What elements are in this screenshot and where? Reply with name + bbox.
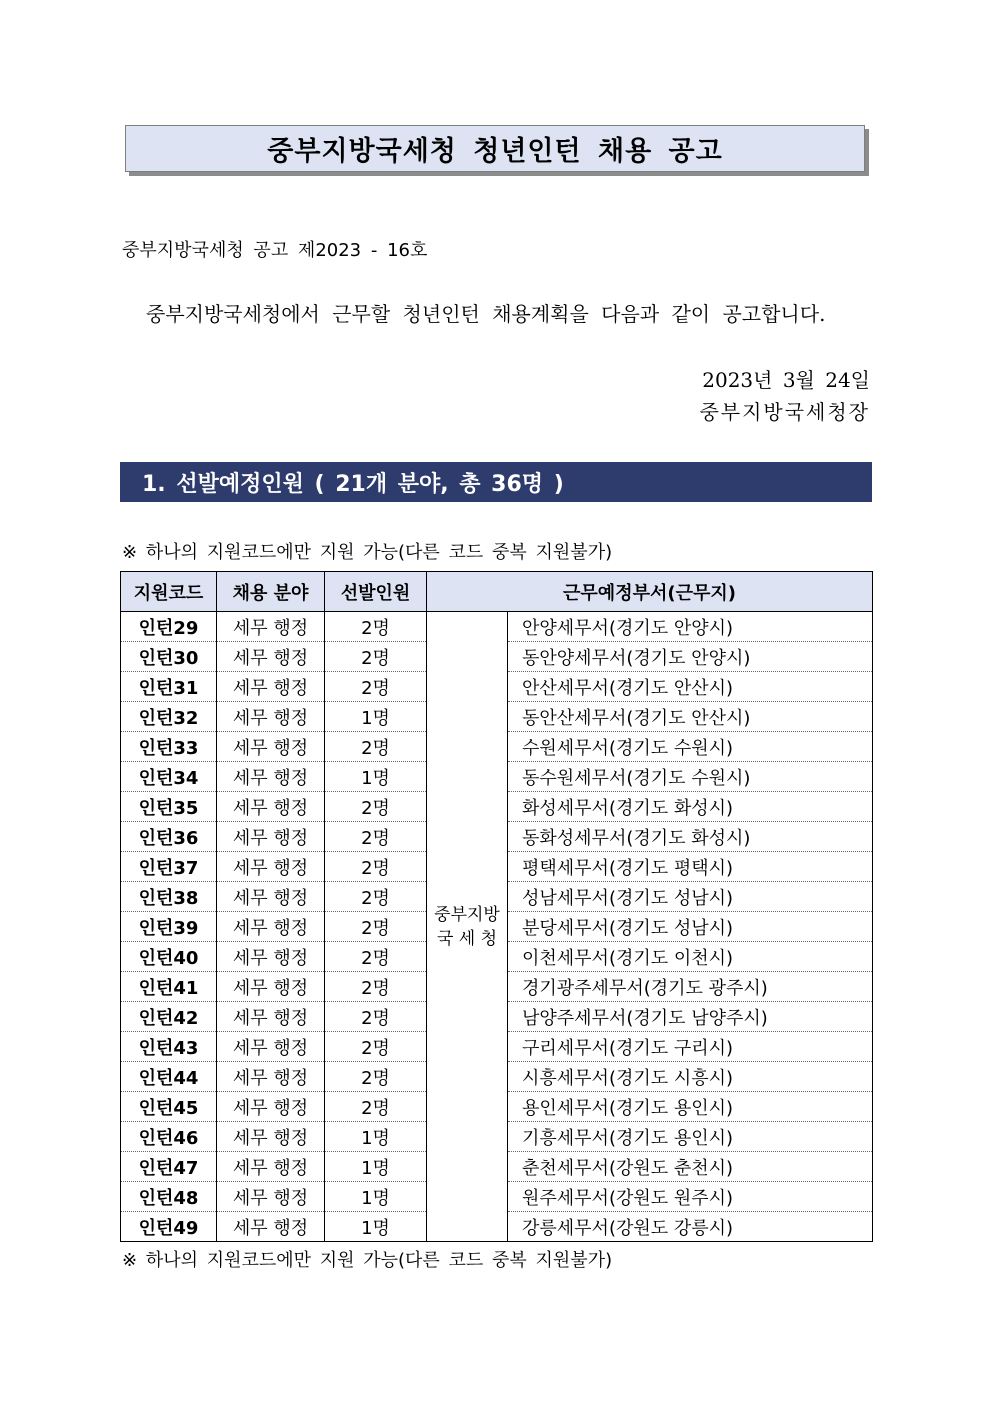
cell-code: 인턴44	[121, 1062, 217, 1092]
cell-office: 안양세무서(경기도 안양시)	[508, 612, 873, 642]
intro-text: 중부지방국세청에서 근무할 청년인턴 채용계획을 다음과 같이 공고합니다.	[146, 302, 826, 326]
cell-field: 세무 행정	[217, 642, 325, 672]
section-heading: 1. 선발예정인원 ( 21개 분야, 총 36명 )	[142, 471, 564, 497]
cell-count: 2명	[325, 1032, 427, 1062]
cell-field: 세무 행정	[217, 1062, 325, 1092]
notice-number: 중부지방국세청 공고 제2023 - 16호	[122, 240, 428, 261]
cell-office: 기흥세무서(경기도 용인시)	[508, 1122, 873, 1152]
signer: 중부지방국세청장	[699, 400, 870, 424]
cell-field: 세무 행정	[217, 852, 325, 882]
cell-office: 이천세무서(경기도 이천시)	[508, 942, 873, 972]
cell-count: 1명	[325, 1122, 427, 1152]
cell-code: 인턴31	[121, 672, 217, 702]
cell-count: 2명	[325, 882, 427, 912]
cell-code: 인턴47	[121, 1152, 217, 1182]
header-code: 지원코드	[121, 572, 217, 612]
cell-field: 세무 행정	[217, 732, 325, 762]
cell-code: 인턴49	[121, 1212, 217, 1242]
cell-code: 인턴42	[121, 1002, 217, 1032]
cell-office: 남양주세무서(경기도 남양주시)	[508, 1002, 873, 1032]
cell-code: 인턴39	[121, 912, 217, 942]
cell-code: 인턴40	[121, 942, 217, 972]
cell-office: 원주세무서(강원도 원주시)	[508, 1182, 873, 1212]
cell-field: 세무 행정	[217, 822, 325, 852]
cell-office: 안산세무서(경기도 안산시)	[508, 672, 873, 702]
cell-field: 세무 행정	[217, 1152, 325, 1182]
cell-count: 2명	[325, 942, 427, 972]
cell-field: 세무 행정	[217, 672, 325, 702]
cell-count: 2명	[325, 912, 427, 942]
cell-count: 2명	[325, 642, 427, 672]
cell-office: 화성세무서(경기도 화성시)	[508, 792, 873, 822]
cell-field: 세무 행정	[217, 912, 325, 942]
title-box	[125, 125, 865, 172]
cell-code: 인턴45	[121, 1092, 217, 1122]
cell-field: 세무 행정	[217, 1002, 325, 1032]
cell-office: 수원세무서(경기도 수원시)	[508, 732, 873, 762]
cell-code: 인턴30	[121, 642, 217, 672]
cell-office: 동안양세무서(경기도 안양시)	[508, 642, 873, 672]
cell-field: 세무 행정	[217, 942, 325, 972]
cell-count: 1명	[325, 762, 427, 792]
cell-office: 성남세무서(경기도 성남시)	[508, 882, 873, 912]
cell-count: 2명	[325, 972, 427, 1002]
cell-office: 용인세무서(경기도 용인시)	[508, 1092, 873, 1122]
cell-count: 2명	[325, 612, 427, 642]
cell-code: 인턴46	[121, 1122, 217, 1152]
cell-code: 인턴29	[121, 612, 217, 642]
cell-count: 1명	[325, 1152, 427, 1182]
cell-code: 인턴43	[121, 1032, 217, 1062]
cell-code: 인턴48	[121, 1182, 217, 1212]
cell-code: 인턴34	[121, 762, 217, 792]
cell-field: 세무 행정	[217, 1122, 325, 1152]
cell-office: 경기광주세무서(경기도 광주시)	[508, 972, 873, 1002]
cell-count: 2명	[325, 852, 427, 882]
cell-field: 세무 행정	[217, 792, 325, 822]
cell-office: 시흥세무서(경기도 시흥시)	[508, 1062, 873, 1092]
cell-count: 2명	[325, 822, 427, 852]
cell-agency	[427, 612, 508, 1242]
cell-count: 1명	[325, 1212, 427, 1242]
cell-count: 1명	[325, 702, 427, 732]
cell-field: 세무 행정	[217, 1212, 325, 1242]
cell-code: 인턴36	[121, 822, 217, 852]
table-body	[121, 612, 873, 1242]
page-title: 중부지방국세청 청년인턴 채용 공고	[267, 136, 723, 167]
table-row	[121, 612, 873, 642]
cell-field: 세무 행정	[217, 1032, 325, 1062]
cell-field: 세무 행정	[217, 1182, 325, 1212]
cell-count: 2명	[325, 1002, 427, 1032]
header-office: 근무예정부서(근무지)	[427, 572, 873, 612]
cell-office: 평택세무서(경기도 평택시)	[508, 852, 873, 882]
header-count: 선발인원	[325, 572, 427, 612]
cell-code: 인턴33	[121, 732, 217, 762]
cell-code: 인턴37	[121, 852, 217, 882]
table-header-row	[121, 572, 873, 612]
cell-field: 세무 행정	[217, 702, 325, 732]
cell-field: 세무 행정	[217, 762, 325, 792]
cell-office: 동안산세무서(경기도 안산시)	[508, 702, 873, 732]
cell-field: 세무 행정	[217, 1092, 325, 1122]
section-heading-bar	[120, 462, 872, 502]
header-field: 채용 분야	[217, 572, 325, 612]
cell-code: 인턴35	[121, 792, 217, 822]
cell-count: 2명	[325, 1062, 427, 1092]
agency-line-1: 중부지방	[434, 904, 500, 925]
cell-count: 2명	[325, 792, 427, 822]
agency-line-2: 국 세 청	[436, 928, 498, 949]
cell-count: 2명	[325, 732, 427, 762]
cell-office: 구리세무서(경기도 구리시)	[508, 1032, 873, 1062]
recruitment-table	[120, 571, 873, 1242]
cell-office: 동수원세무서(경기도 수원시)	[508, 762, 873, 792]
cell-office: 춘천세무서(강원도 춘천시)	[508, 1152, 873, 1182]
cell-count: 2명	[325, 672, 427, 702]
cell-office: 동화성세무서(경기도 화성시)	[508, 822, 873, 852]
note-top: ※ 하나의 지원코드에만 지원 가능(다른 코드 중복 지원불가)	[122, 542, 613, 563]
announcement-date: 2023년 3월 24일	[702, 368, 870, 392]
cell-field: 세무 행정	[217, 612, 325, 642]
cell-field: 세무 행정	[217, 972, 325, 1002]
cell-office: 강릉세무서(강원도 강릉시)	[508, 1212, 873, 1242]
cell-count: 2명	[325, 1092, 427, 1122]
cell-count: 1명	[325, 1182, 427, 1212]
cell-code: 인턴32	[121, 702, 217, 732]
cell-code: 인턴41	[121, 972, 217, 1002]
cell-office: 분당세무서(경기도 성남시)	[508, 912, 873, 942]
note-bottom: ※ 하나의 지원코드에만 지원 가능(다른 코드 중복 지원불가)	[122, 1250, 613, 1271]
cell-field: 세무 행정	[217, 882, 325, 912]
cell-code: 인턴38	[121, 882, 217, 912]
